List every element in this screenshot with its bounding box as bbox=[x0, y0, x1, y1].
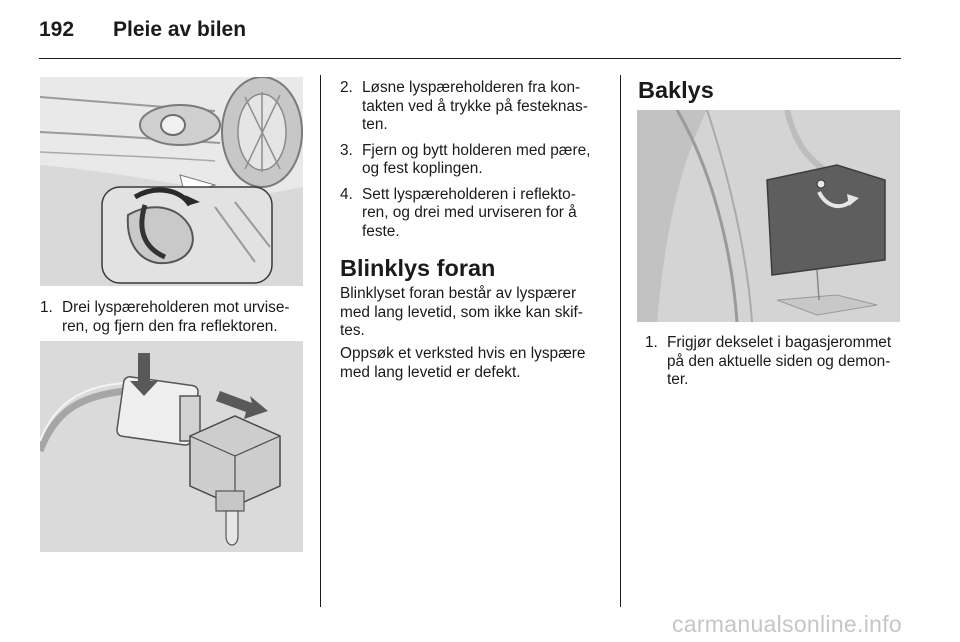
step-text: Sett lyspæreholderen i reflekto- bbox=[362, 185, 576, 203]
list-item bbox=[340, 142, 612, 179]
watermark: carmanualsonline.info bbox=[671, 611, 902, 637]
step-text: ten. bbox=[362, 116, 388, 133]
step-text: på den aktuelle siden og demon- bbox=[667, 352, 891, 370]
column-divider-left bbox=[320, 75, 321, 607]
steps-right bbox=[645, 334, 903, 397]
step-number: 1. bbox=[40, 299, 53, 316]
paragraph-line: tes. bbox=[340, 322, 365, 339]
step-text: ren, og fjern den fra reflektoren. bbox=[62, 317, 278, 335]
step-text: Fjern og bytt holderen med pære, bbox=[362, 141, 591, 159]
steps-middle bbox=[340, 79, 612, 248]
step-text: ter. bbox=[667, 371, 689, 388]
step-number: 2. bbox=[340, 79, 353, 96]
step-text: Løsne lyspæreholderen fra kon- bbox=[362, 79, 581, 96]
step-number: 3. bbox=[340, 141, 353, 159]
list-item bbox=[340, 79, 612, 135]
section-heading-baklys: Baklys bbox=[638, 77, 714, 103]
page-title: Pleie av bilen bbox=[113, 18, 247, 41]
column-divider-right bbox=[620, 75, 621, 607]
step-number: 4. bbox=[340, 185, 353, 203]
step-text: ren, og drei med urviseren for å bbox=[362, 204, 577, 221]
paragraph bbox=[340, 345, 612, 382]
figure-front-light-bulb-holder bbox=[40, 77, 303, 286]
paragraph-line: med lang levetid er defekt. bbox=[340, 363, 521, 381]
step-text: feste. bbox=[362, 222, 400, 240]
header-rule bbox=[39, 58, 901, 59]
paragraph-line: Oppsøk et verksted hvis en lyspære bbox=[340, 345, 586, 362]
step-number: 1. bbox=[645, 334, 658, 351]
list-item bbox=[340, 186, 612, 242]
figure-bulb-connector bbox=[40, 341, 303, 552]
list-item bbox=[645, 334, 903, 390]
paragraph-line: Blinklyset foran består av lyspærer bbox=[340, 285, 577, 302]
steps-left bbox=[40, 299, 310, 343]
step-text: Frigjør dekselet i bagasjerommet bbox=[667, 334, 892, 351]
list-item bbox=[40, 299, 310, 336]
step-text: Drei lyspæreholderen mot urvise- bbox=[62, 299, 290, 316]
paragraph-line: med lang levetid, som ikke kan skif- bbox=[340, 303, 583, 321]
section-heading-blinklys: Blinklys foran bbox=[340, 255, 496, 281]
paragraph bbox=[340, 285, 612, 341]
step-text: og fest koplingen. bbox=[362, 160, 483, 177]
step-text: takten ved å trykke på festeknas- bbox=[362, 97, 588, 115]
page-number: 192 bbox=[39, 18, 75, 41]
figure-luggage-cover bbox=[637, 110, 900, 322]
